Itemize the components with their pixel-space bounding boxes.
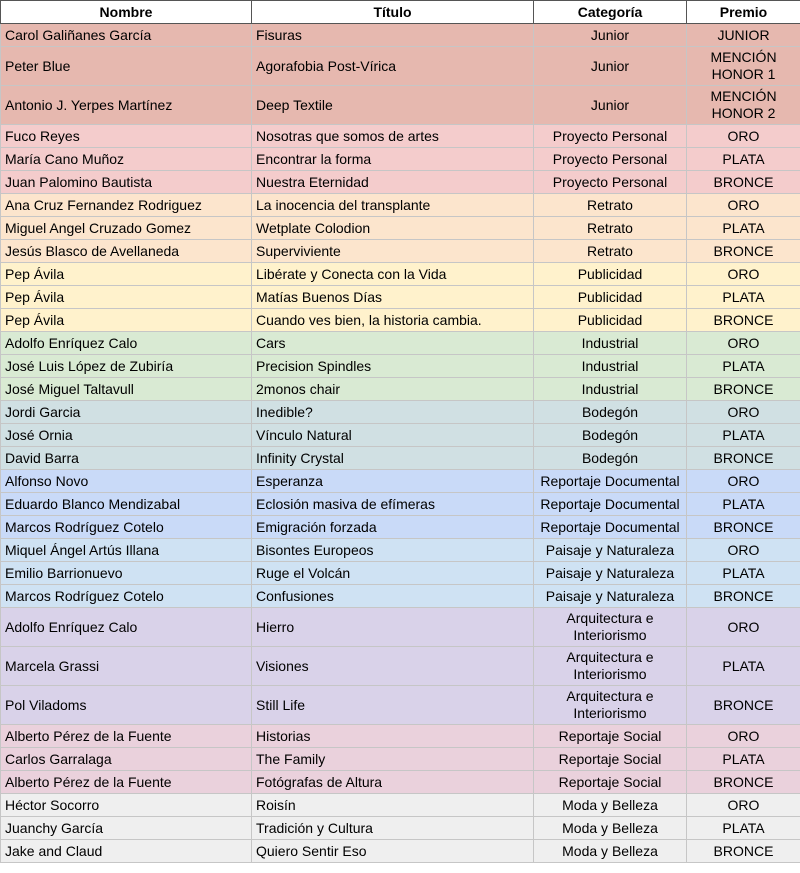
cell-categoria: Bodegón xyxy=(534,424,687,447)
cell-categoria: Reportaje Documental xyxy=(534,470,687,493)
header-nombre: Nombre xyxy=(1,1,252,24)
cell-nombre: Miguel Angel Cruzado Gomez xyxy=(1,217,252,240)
header-row xyxy=(1,1,800,24)
cell-premio: BRONCE xyxy=(687,309,800,332)
cell-nombre: Jordi Garcia xyxy=(1,401,252,424)
cell-titulo: Wetplate Colodion xyxy=(252,217,534,240)
cell-premio: BRONCE xyxy=(687,585,800,608)
cell-nombre: Pep Ávila xyxy=(1,309,252,332)
cell-nombre: Jesús Blasco de Avellaneda xyxy=(1,240,252,263)
table-row xyxy=(1,355,800,378)
table-row xyxy=(1,748,800,771)
cell-nombre: Alberto Pérez de la Fuente xyxy=(1,725,252,748)
cell-titulo: Matías Buenos Días xyxy=(252,286,534,309)
cell-premio: PLATA xyxy=(687,286,800,309)
cell-categoria: Bodegón xyxy=(534,447,687,470)
cell-titulo: The Family xyxy=(252,748,534,771)
table-row xyxy=(1,401,800,424)
cell-titulo: Cars xyxy=(252,332,534,355)
cell-premio: ORO xyxy=(687,125,800,148)
header-titulo: Título xyxy=(252,1,534,24)
table-row xyxy=(1,240,800,263)
cell-premio: ORO xyxy=(687,470,800,493)
cell-titulo: 2monos chair xyxy=(252,378,534,401)
table-row xyxy=(1,794,800,817)
cell-categoria: Paisaje y Naturaleza xyxy=(534,585,687,608)
cell-titulo: Deep Textile xyxy=(252,86,534,125)
table-row xyxy=(1,562,800,585)
table-row xyxy=(1,516,800,539)
cell-nombre: Antonio J. Yerpes Martínez xyxy=(1,86,252,125)
cell-categoria: Reportaje Documental xyxy=(534,516,687,539)
cell-categoria: Bodegón xyxy=(534,401,687,424)
cell-premio: MENCIÓN HONOR 2 xyxy=(687,86,800,125)
cell-categoria: Moda y Belleza xyxy=(534,794,687,817)
cell-premio: BRONCE xyxy=(687,378,800,401)
cell-titulo: Confusiones xyxy=(252,585,534,608)
cell-premio: PLATA xyxy=(687,748,800,771)
cell-categoria: Publicidad xyxy=(534,309,687,332)
cell-nombre: Marcela Grassi xyxy=(1,647,252,686)
cell-premio: ORO xyxy=(687,725,800,748)
cell-titulo: Fisuras xyxy=(252,24,534,47)
cell-premio: BRONCE xyxy=(687,771,800,794)
cell-nombre: Miquel Ángel Artús Illana xyxy=(1,539,252,562)
cell-titulo: Still Life xyxy=(252,686,534,725)
table-row xyxy=(1,171,800,194)
cell-titulo: Eclosión masiva de efímeras xyxy=(252,493,534,516)
cell-premio: PLATA xyxy=(687,424,800,447)
cell-titulo: Precision Spindles xyxy=(252,355,534,378)
cell-nombre: Alfonso Novo xyxy=(1,470,252,493)
cell-titulo: Fotógrafas de Altura xyxy=(252,771,534,794)
cell-categoria: Reportaje Social xyxy=(534,725,687,748)
table-row xyxy=(1,378,800,401)
cell-categoria: Retrato xyxy=(534,240,687,263)
cell-categoria: Junior xyxy=(534,47,687,86)
table-row xyxy=(1,725,800,748)
cell-nombre: Peter Blue xyxy=(1,47,252,86)
table-row xyxy=(1,217,800,240)
cell-premio: ORO xyxy=(687,401,800,424)
cell-premio: BRONCE xyxy=(687,686,800,725)
table-row xyxy=(1,493,800,516)
table-row xyxy=(1,771,800,794)
cell-premio: ORO xyxy=(687,794,800,817)
cell-nombre: Pep Ávila xyxy=(1,263,252,286)
cell-categoria: Paisaje y Naturaleza xyxy=(534,539,687,562)
cell-titulo: Roisín xyxy=(252,794,534,817)
cell-premio: PLATA xyxy=(687,355,800,378)
table-row xyxy=(1,686,800,725)
table-row xyxy=(1,647,800,686)
cell-titulo: Vínculo Natural xyxy=(252,424,534,447)
cell-nombre: María Cano Muñoz xyxy=(1,148,252,171)
cell-premio: PLATA xyxy=(687,562,800,585)
cell-premio: PLATA xyxy=(687,817,800,840)
cell-categoria: Paisaje y Naturaleza xyxy=(534,562,687,585)
cell-categoria: Arquitectura e Interiorismo xyxy=(534,686,687,725)
cell-nombre: Marcos Rodríguez Cotelo xyxy=(1,516,252,539)
table-row xyxy=(1,86,800,125)
cell-categoria: Industrial xyxy=(534,378,687,401)
cell-nombre: Héctor Socorro xyxy=(1,794,252,817)
cell-premio: ORO xyxy=(687,332,800,355)
cell-nombre: Fuco Reyes xyxy=(1,125,252,148)
cell-titulo: Hierro xyxy=(252,608,534,647)
cell-titulo: Libérate y Conecta con la Vida xyxy=(252,263,534,286)
cell-titulo: Encontrar la forma xyxy=(252,148,534,171)
cell-nombre: José Ornia xyxy=(1,424,252,447)
cell-nombre: Pol Viladoms xyxy=(1,686,252,725)
cell-titulo: Emigración forzada xyxy=(252,516,534,539)
cell-nombre: Carlos Garralaga xyxy=(1,748,252,771)
cell-titulo: Cuando ves bien, la historia cambia. xyxy=(252,309,534,332)
cell-categoria: Retrato xyxy=(534,217,687,240)
cell-premio: ORO xyxy=(687,539,800,562)
cell-nombre: Carol Galiñanes García xyxy=(1,24,252,47)
cell-premio: PLATA xyxy=(687,647,800,686)
cell-categoria: Industrial xyxy=(534,332,687,355)
cell-categoria: Arquitectura e Interiorismo xyxy=(534,647,687,686)
table-row xyxy=(1,817,800,840)
table-row xyxy=(1,309,800,332)
table-row xyxy=(1,447,800,470)
cell-nombre: Eduardo Blanco Mendizabal xyxy=(1,493,252,516)
table-row xyxy=(1,585,800,608)
cell-titulo: Quiero Sentir Eso xyxy=(252,840,534,863)
cell-titulo: Nuestra Eternidad xyxy=(252,171,534,194)
header-categoria: Categoría xyxy=(534,1,687,24)
table-row xyxy=(1,539,800,562)
cell-titulo: Superviviente xyxy=(252,240,534,263)
cell-categoria: Reportaje Social xyxy=(534,771,687,794)
table-row xyxy=(1,424,800,447)
cell-titulo: Esperanza xyxy=(252,470,534,493)
cell-premio: ORO xyxy=(687,608,800,647)
cell-titulo: La inocencia del transplante xyxy=(252,194,534,217)
cell-nombre: José Luis López de Zubiría xyxy=(1,355,252,378)
cell-categoria: Publicidad xyxy=(534,263,687,286)
table-row xyxy=(1,194,800,217)
cell-categoria: Moda y Belleza xyxy=(534,840,687,863)
cell-categoria: Reportaje Social xyxy=(534,748,687,771)
cell-categoria: Junior xyxy=(534,86,687,125)
cell-categoria: Publicidad xyxy=(534,286,687,309)
cell-nombre: Alberto Pérez de la Fuente xyxy=(1,771,252,794)
cell-titulo: Agorafobia Post-Vírica xyxy=(252,47,534,86)
cell-titulo: Infinity Crystal xyxy=(252,447,534,470)
table-body xyxy=(1,24,800,863)
cell-premio: PLATA xyxy=(687,148,800,171)
cell-titulo: Bisontes Europeos xyxy=(252,539,534,562)
cell-titulo: Historias xyxy=(252,725,534,748)
cell-premio: MENCIÓN HONOR 1 xyxy=(687,47,800,86)
table-row xyxy=(1,840,800,863)
cell-categoria: Proyecto Personal xyxy=(534,171,687,194)
cell-nombre: Pep Ávila xyxy=(1,286,252,309)
cell-categoria: Moda y Belleza xyxy=(534,817,687,840)
cell-nombre: Juanchy García xyxy=(1,817,252,840)
table-row xyxy=(1,24,800,47)
header-premio: Premio xyxy=(687,1,800,24)
cell-premio: BRONCE xyxy=(687,516,800,539)
cell-nombre: David Barra xyxy=(1,447,252,470)
table-row xyxy=(1,608,800,647)
cell-premio: PLATA xyxy=(687,217,800,240)
cell-categoria: Industrial xyxy=(534,355,687,378)
cell-nombre: Juan Palomino Bautista xyxy=(1,171,252,194)
cell-titulo: Tradición y Cultura xyxy=(252,817,534,840)
cell-nombre: Adolfo Enríquez Calo xyxy=(1,332,252,355)
cell-nombre: Ana Cruz Fernandez Rodriguez xyxy=(1,194,252,217)
cell-nombre: Emilio Barrionuevo xyxy=(1,562,252,585)
cell-premio: BRONCE xyxy=(687,840,800,863)
cell-premio: BRONCE xyxy=(687,171,800,194)
cell-titulo: Nosotras que somos de artes xyxy=(252,125,534,148)
cell-titulo: Inedible? xyxy=(252,401,534,424)
cell-categoria: Arquitectura e Interiorismo xyxy=(534,608,687,647)
table-row xyxy=(1,47,800,86)
cell-categoria: Proyecto Personal xyxy=(534,125,687,148)
table-row xyxy=(1,148,800,171)
cell-premio: BRONCE xyxy=(687,447,800,470)
cell-categoria: Proyecto Personal xyxy=(534,148,687,171)
cell-categoria: Reportaje Documental xyxy=(534,493,687,516)
table-row xyxy=(1,286,800,309)
cell-nombre: Jake and Claud xyxy=(1,840,252,863)
table-row xyxy=(1,332,800,355)
cell-titulo: Ruge el Volcán xyxy=(252,562,534,585)
cell-premio: JUNIOR xyxy=(687,24,800,47)
cell-categoria: Junior xyxy=(534,24,687,47)
table-row xyxy=(1,263,800,286)
cell-nombre: José Miguel Taltavull xyxy=(1,378,252,401)
table-row xyxy=(1,470,800,493)
cell-premio: PLATA xyxy=(687,493,800,516)
table-row xyxy=(1,125,800,148)
cell-nombre: Adolfo Enríquez Calo xyxy=(1,608,252,647)
cell-premio: ORO xyxy=(687,263,800,286)
cell-premio: ORO xyxy=(687,194,800,217)
cell-nombre: Marcos Rodríguez Cotelo xyxy=(1,585,252,608)
cell-categoria: Retrato xyxy=(534,194,687,217)
cell-premio: BRONCE xyxy=(687,240,800,263)
cell-titulo: Visiones xyxy=(252,647,534,686)
